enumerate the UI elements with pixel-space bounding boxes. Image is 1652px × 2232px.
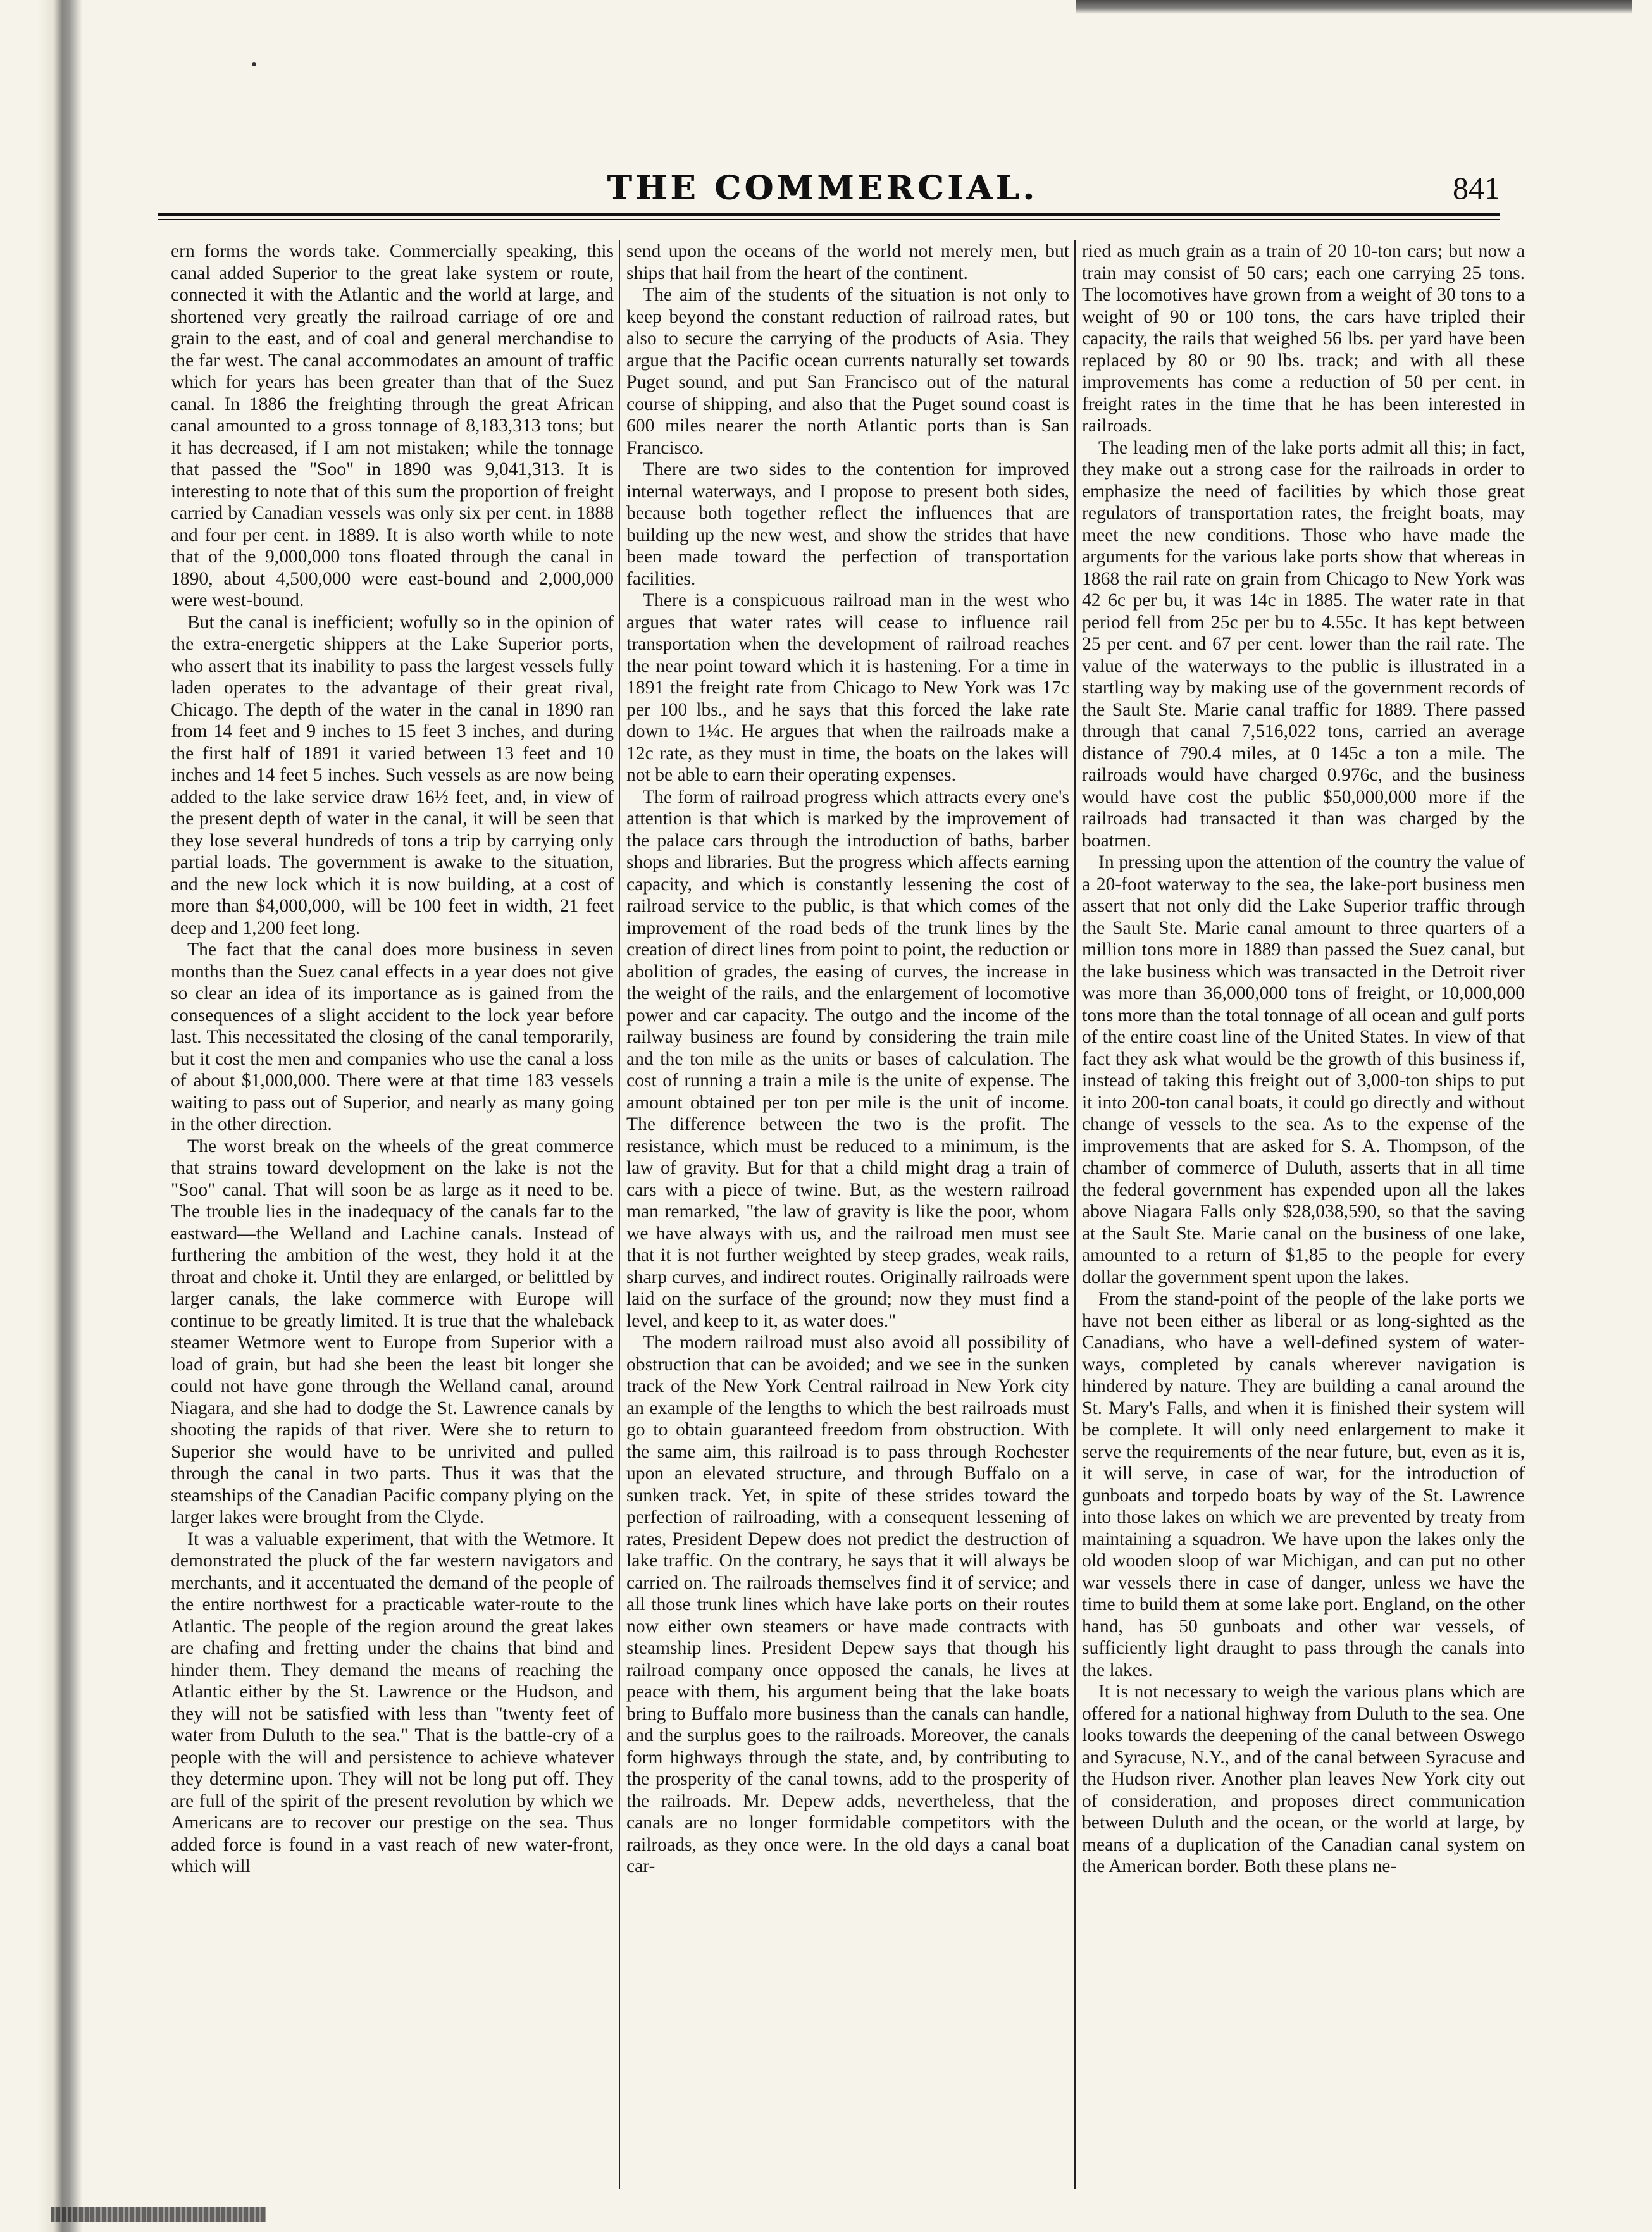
paragraph: The aim of the students of the situation is not only to keep beyond the constant reduction of railroad rates, but also to secure the carrying of the products of Asia. They argue that the Pacific ocean currents naturally set towards Puget sound, and put San Francisco out of the natural course of shipping, and also that the Puget sound coast is 600 miles nearer the north Atlantic ports than is San Francisco. xyxy=(626,285,1069,458)
paragraph: But the canal is inefficient; wofully so in the opinion of the extra-energetic shippers at the Lake Superior ports, who assert that its inability to pass the largest vessels fully laden operates to the advantage of their great rival, Chicago. The depth of the water in the canal in 1890 ran from 14 feet and 9 inches to 15 feet 3 inches, and during the first half of 1891 it varied between 13 feet and 10 inches and 14 feet 5 inches. Such vessels as are now being added to the lake service draw 16½ feet, and, in view of the present depth of water in the canal, it will be seen that they lose several hundreds of tons a trip by carrying only partial loads. The government is awake to the situation, and the new lock which it is now building, at a cost of more than $4,000,000, will be 100 feet in width, 21 feet deep and 1,200 feet long. xyxy=(171,612,614,938)
article-column-1 xyxy=(171,240,614,2195)
paragraph: ern forms the words take. Commercially speaking, this canal added Superior to the great lake system or route, connected it with the Atlantic and the world at large, and shortened very greatly the railroad carriage of ore and grain to the east, and of coal and general merchandise to the far west. The canal accommodates an amount of traffic which for years has been greater than that of the Suez canal. In 1886 the freighting through the great African canal amounted to a gross tonnage of 8,183,313 tons; but it has decreased, if I am not mistaken; while the tonnage that passed the "Soo" in 1890 was 9,041,313. It is interesting to note that of this sum the proportion of freight carried by Canadian vessels was only six per cent. in 1888 and four per cent. in 1889. It is also worth while to note that of the 9,000,000 tons floated through the canal in 1890, about 4,500,000 were east-bound and 2,000,000 were west-bound. xyxy=(171,241,614,611)
paragraph: The worst break on the wheels of the great commerce that strains toward development on the lake is not the "Soo" canal. That will soon be as large as it need to be. The trouble lies in the inadequacy of the canals far to the eastward—the Welland and Lachine canals. Instead of furthering the ambition of the west, they hold it at the throat and choke it. Until they are enlarged, or belittled by larger canals, the lake commerce with Europe will continue to be greatly limited. It is true that the whaleback steamer Wetmore went to Europe from Superior with a load of grain, but had she been the least bit longer she could not have gone through the Welland canal, around Niagara, and she had to dodge the St. Lawrence canals by shooting the rapids of that river. Were she to return to Superior she would have to be unrivited and pulled through the canal in two parts. Thus it was that the steamships of the Canadian Pacific company plying on the larger lakes were brought from the Clyde. xyxy=(171,1136,614,1527)
paragraph: The leading men of the lake ports admit all this; in fact, they make out a strong case for the railroads in order to emphasize the need of facilities by which those great regulators of transportation rates, the freight boats, may meet the new conditions. Those who have made the arguments for the various lake ports show that whereas in 1868 the rail rate on grain from Chicago to New York was 42 6c per bu, it was 14c in 1885. The water rate in that period fell from 25c per bu to 4.55c. It has kept between 25 per cent. and 67 per cent. lower than the rail rate. The value of the waterways to the public is illustrated in a startling way by making use of the government records of the Sault Ste. Marie canal traffic for 1889. There passed through that canal 7,516,022 tons, carried an average distance of 790.4 miles, at 0 145c a ton a mile. The railroads would have charged 0.976c, and the business would have cost the public $50,000,000 more if the railroads had transacted it than was charged by the boatmen. xyxy=(1082,437,1525,851)
paragraph: send upon the oceans of the world not merely men, but ships that hail from the heart of the continent. xyxy=(626,241,1069,283)
paragraph: The modern railroad must also avoid all possibility of obstruction that can be avoided; and we see in the sunken track of the New York Central railroad in New York city an example of the lengths to which the best railroads must go to obtain guaranteed freedom from obstruction. With the same aim, this railroad is to pass through Rochester upon an elevated structure, and through Buffalo on a sunken track. Yet, in spite of these strides toward the perfection of railroading, with a consequent lessening of rates, President Depew does not predict the destruction of lake traffic. On the contrary, he says that it will always be carried on. The railroads themselves find it of service; and all those trunk lines which have lake ports on their routes now either own steamers or have made contracts with steamship lines. President Depew says that though his railroad company once opposed the canals, he lives at peace with them, his argument being that the lake boats bring to Buffalo more business than the canals can handle, and the surplus goes to the railroads. Moreover, the canals form highways through the state, and, by contributing to the prosperity of the canal towns, add to the prosperity of the railroads. Mr. Depew adds, nevertheless, that the canals are no longer formidable competitors with the railroads, as they once were. In the old days a canal boat car- xyxy=(626,1332,1069,1876)
paragraph: It was a valuable experiment, that with the Wetmore. It demonstrated the pluck of the far western navigators and merchants, and it accentuated the demand of the people of the entire northwest for a practicable water-route to the Atlantic. The people of the region around the great lakes are chafing and fretting under the chains that bind and hinder them. They demand the means of reaching the Atlantic either by the St. Lawrence or the Hudson, and they will not be satisfied with less than "twenty feet of water from Duluth to the sea." That is the battle-cry of a people with the will and persistence to achieve whatever they determine upon. They will not be long put off. They are full of the spirit of the present revolution by which we Americans are to recover our prestige on the sea. Thus added force is found in a vast reach of new water-front, which will xyxy=(171,1528,614,1876)
header-rule-thin xyxy=(158,219,1500,220)
paragraph: The form of railroad progress which attracts every one's attention is that which is marked by the improvement of the palace cars through the introduction of baths, barber shops and libraries. But the progress which affects earning capacity, and which is constantly lessening the cost of railroad service to the public, is that which comes of the improvement of the road beds of the trunk lines by the creation of direct lines from point to point, the reduction or abolition of grades, the easing of curves, the increase in the weight of the rails, and the enlargement of locomotive power and car capacity. The outgo and the income of the railway business are found by considering the train mile and the ton mile as the units or bases of calculation. The cost of running a train a mile is the unite of expense. The amount obtained per ton per mile is the unit of income. The difference between the two is the profit. The resistance, which must be reduced to a minimum, is the law of gravity. But for that a child might drag a train of cars with a piece of twine. But, as the western railroad man remarked, "the law of gravity is like the poor, whom we have always with us, and the railroad men must see that it is not further weighted by steep grades, weak rails, sharp curves, and indirect routes. Originally railroads were laid on the surface of the ground; now they must find a level, and keep to it, as water does." xyxy=(626,786,1069,1331)
column-divider xyxy=(1074,240,1076,2189)
article-column-2 xyxy=(626,240,1069,2195)
paragraph: There are two sides to the contention for improved internal waterways, and I propose to present both sides, because both together reflect the influences that are building up the new west, and show the strides that have been made toward the perfection of transportation facilities. xyxy=(626,459,1069,589)
article-column-3 xyxy=(1082,240,1525,2195)
column-divider xyxy=(619,240,620,2189)
paragraph: ried as much grain as a train of 20 10-ton cars; but now a train may consist of 50 cars; each one carrying 25 tons. The locomotives have grown from a weight of 30 tons to a weight of 90 or 100 tons, the cars have tripled their capacity, the rails that weighed 56 lbs. per yard have been replaced by 80 or 90 lbs. track; and with all these improvements has come a reduction of 50 per cent. in freight rates in the time that he has been interested in railroads. xyxy=(1082,241,1525,436)
binding-edge-shadow xyxy=(38,0,82,2232)
paragraph: In pressing upon the attention of the country the value of a 20-foot waterway to the sea, the lake-port business men assert that not only did the Lake Superior traffic through the Sault Ste. Marie canal amount to three quarters of a million tons more in 1889 than passed the Suez canal, but the lake business which was transacted in the Detroit river was more than 36,000,000 tons of freight, or 10,000,000 tons more than the total tonnage of all ocean and gulf ports of the entire coast line of the United States. In view of that fact they ask what would be the growth of this business if, instead of taking this freight out of 3,000-ton ships to put it into 200-ton canal boats, it could go directly and without change of vessels to the sea. As to the expense of the improvements that are asked for S. A. Thompson, of the chamber of commerce of Duluth, asserts that in all time the federal government has expended upon all the lakes above Niagara Falls only $28,038,590, so that the saving at the Sault Ste. Marie canal on the business of one lake, amounted to a return of $1,85 to the people for every dollar the government spent upon the lakes. xyxy=(1082,852,1525,1287)
paragraph: There is a conspicuous railroad man in the west who argues that water rates will cease to influence rail transportation when the development of railroad reaches the near point toward which it is hastening. For a time in 1891 the freight rate from Chicago to New York was 17c per 100 lbs., and he says that this forced the lake rate down to 1¼c. He argues that when the railroads make a 12c rate, as they must in time, the boats on the lakes will not be able to earn their operating expenses. xyxy=(626,590,1069,785)
paragraph: The fact that the canal does more business in seven months than the Suez canal effects in a year does not give so clear an idea of its importance as is gained from the consequences of a slight accident to the lock year before last. This necessitated the closing of the canal temporarily, but it cost the men and companies who use the canal a loss of about $1,000,000. There were at that time 183 vessels waiting to pass out of Superior, and nearly as many going in the other direction. xyxy=(171,939,614,1134)
masthead xyxy=(158,166,1487,210)
page-number: 841 xyxy=(1453,170,1500,206)
masthead-title: THE COMMERCIAL. xyxy=(607,168,1038,208)
ink-speck xyxy=(252,62,256,66)
top-corner-edge xyxy=(1076,0,1632,14)
paragraph: From the stand-point of the people of the lake ports we have not been either as liberal or as long-sighted as the Canadians, who have a well-defined system of water-ways, completed by canals wherever navigation is hindered by nature. They are building a canal around the St. Mary's Falls, and when it is finished their system will be complete. It will only need enlargement to make it serve the requirements of the near future, but, even as it is, it will serve, in case of war, for the introduction of gunboats and torpedo boats by way of the St. Lawrence into those lakes on which we are prevented by treaty from maintaining a squadron. We have upon the lakes only the old wooden sloop of war Michigan, and can put no other war vessels there in case of danger, unless we have the time to build them at some lake port. England, on the other hand, has 50 gunboats and other war vessels, of sufficiently light draught to pass through the canals into the lakes. xyxy=(1082,1289,1525,1680)
header-rule-thick xyxy=(158,213,1500,216)
paragraph: It is not necessary to weigh the various plans which are offered for a national highway from Duluth to the sea. One looks towards the deepening of the canal between Oswego and Syracuse, N.Y., and of the canal between Syracuse and the Hudson river. Another plan leaves New York city out of consideration, and proposes direct communication between Duluth and the ocean, or the world at large, by means of a duplication of the Canadian canal system on the American border. Both these plans ne- xyxy=(1082,1682,1525,1876)
bottom-edge-strip xyxy=(51,2207,266,2222)
